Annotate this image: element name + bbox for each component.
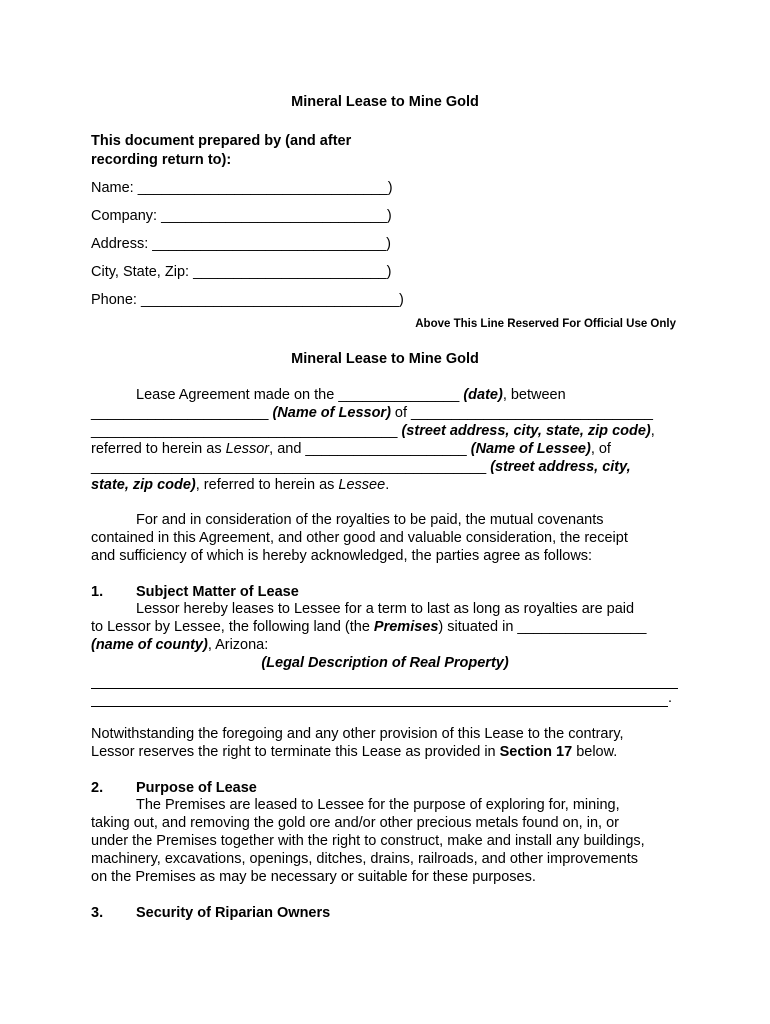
intro-line-2: ______________________ (Name of Lessor) of ______________________________ <box>91 404 653 421</box>
intro-line-3: ______________________________________ (street address, city, state, zip code), <box>91 422 655 439</box>
intro-line-1: Lease Agreement made on the _______________ (date), between <box>136 387 566 403</box>
company-field: Company: ____________________________) <box>91 208 392 224</box>
section-2-body: The Premises are leased to Lessee for the purpose of exploring for, mining, taking out, and removing the gold ore and/or other precious metals found on, in, or under the Premises together with the right to construct, make and install any buildings, machinery, excavations, openings, ditches, drains, railroads, and other improvements on the Premises as may be necessary or suitable for these purposes. <box>91 797 645 885</box>
legal-description-line-2 <box>91 706 668 707</box>
section-1-heading: 1. Subject Matter of Lease <box>91 584 299 600</box>
city-state-zip-field: City, State, Zip: ________________________) <box>91 264 392 280</box>
legal-description-period: . <box>668 690 673 706</box>
prepared-by-heading: This document prepared by (and after recording return to): <box>91 133 352 168</box>
address-field: Address: _____________________________) <box>91 236 391 252</box>
section-1-body: Lessor hereby leases to Lessee for a term to last as long as royalties are paid to Lessor by Lessee, the following land (the Premises) situated in ________________ (name of county), Arizona: <box>91 601 647 653</box>
section-3-heading: 3. Security of Riparian Owners <box>91 905 331 921</box>
intro-line-6: state, zip code), referred to herein as Lessee. <box>91 476 390 493</box>
legal-description-label: (Legal Description of Real Property) <box>261 655 509 671</box>
intro-paragraph <box>91 387 681 494</box>
document-subtitle: Mineral Lease to Mine Gold <box>291 351 479 367</box>
legal-description-line-1 <box>91 688 678 689</box>
consideration-paragraph: For and in consideration of the royalties to be paid, the mutual covenants contained in this Agreement, and other good and valuable consideration, the receipt and sufficiency of which is hereby acknowledged, the parties agree as follows: <box>91 512 628 564</box>
intro-line-4: referred to herein as Lessor, and ____________________ (Name of Lessee), of <box>91 440 611 457</box>
phone-field: Phone: ________________________________) <box>91 292 404 308</box>
section-2-heading: 2. Purpose of Lease <box>91 780 257 796</box>
notwithstanding-paragraph: Notwithstanding the foregoing and any other provision of this Lease to the contrary, Lessor reserves the right to terminate this Lease as provided in Section 17 below. <box>91 726 624 760</box>
name-field: Name: _______________________________) <box>91 180 393 196</box>
reserved-notice: Above This Line Reserved For Official Use Only <box>415 318 676 330</box>
document-title: Mineral Lease to Mine Gold <box>291 94 479 110</box>
intro-line-5: _________________________________________________ (street address, city, <box>91 458 631 475</box>
